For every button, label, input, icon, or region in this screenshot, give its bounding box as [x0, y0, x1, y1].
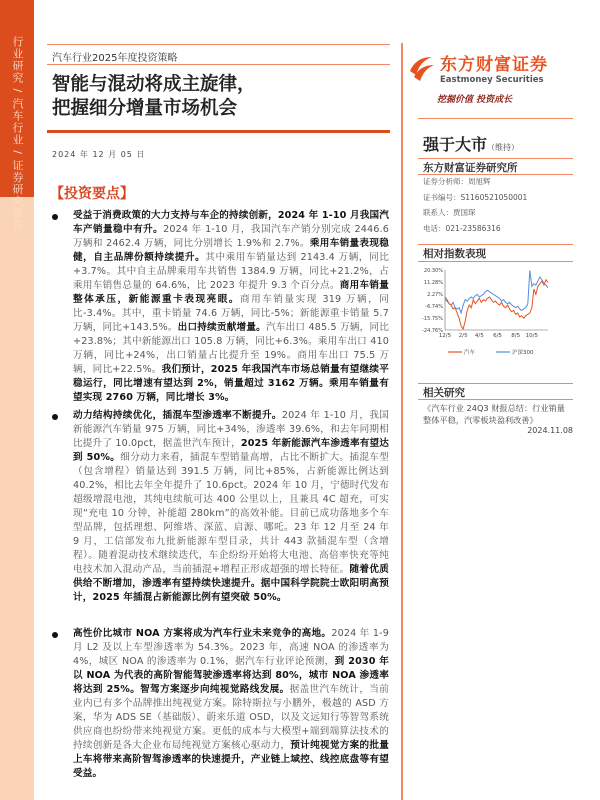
bullet-icon: [52, 632, 58, 638]
institute-heading: 东方财富证券研究所: [423, 162, 518, 174]
body-text: 2024 年 1-9 月 L2 及以上车型渗透率为 54.3%。2023 年，高速 NOA 的渗透率为 4%，城区 NOA 的渗透率为 0.1%，据汽车行业评论预测，: [73, 628, 390, 667]
x-tick-label: 12/5: [438, 333, 452, 339]
logo-icon: [406, 53, 436, 83]
related-research-heading: 相关研究: [423, 387, 465, 399]
x-tick-label: 8/5: [511, 333, 521, 339]
x-tick-label: 4/5: [474, 333, 484, 339]
divider: [418, 244, 573, 245]
y-tick-label: 20.30%: [423, 268, 443, 274]
y-tick-label: -15.75%: [422, 316, 443, 322]
legend-label: 沪深300: [512, 350, 534, 356]
y-tick-label: 2.27%: [427, 292, 443, 298]
y-tick-label: 11.28%: [423, 280, 443, 286]
y-tick-label: -24.76%: [422, 328, 443, 334]
contact: 联系人：贾国琛: [423, 208, 476, 217]
bold-text: 受益于消费政策的大力支持与车企的持续创新，2024 年 1-10 月我国汽车产销量稳中有升。: [73, 210, 389, 235]
bullet-paragraph-2: [73, 409, 389, 605]
legend-label: 汽车: [464, 350, 476, 356]
divider: [418, 118, 573, 119]
bullet-paragraph-3: [73, 627, 389, 781]
relative-index-chart: [418, 262, 578, 362]
divider: [47, 44, 390, 45]
phone: 电话：021-23586316: [423, 224, 501, 233]
sidebar-label: 行业研究 / 汽车行业 / 证券研究报告: [11, 36, 24, 232]
title-rule: [47, 130, 390, 133]
divider: [418, 383, 573, 384]
divider: [418, 399, 573, 400]
bold-text: 预计纯视觉方案的批量上车将带来高阶智驾渗透率的快速提升，产业链上域控、线控底盘等有望受益。: [73, 740, 389, 779]
y-tick-label: -6.74%: [425, 304, 443, 310]
bold-text: 高性价比城市 NOA 方案将成为汽车行业未来竞争的高地。: [73, 628, 332, 639]
body-text: 据盖世汽车统计，当前业内已有多个品牌推出纯视觉方案。除特斯拉与小鹏外，极越的 ASD 方案，华为 ADS SE（基础版）、蔚来乐道 OSD，以及文远知行等智驾系统供应商也纷纷带来纯视觉方案。更低的成本与大模型+端到端算法技术的持续创新是各大企业布局纯视觉方案核心驱动力，: [73, 684, 390, 751]
bold-text: 随着优质供给不断增加，渗透率有望持续快速提升。据中国科学院院士欧阳明高预计，2025 年插混占新能源比例有望突破 50%。: [73, 564, 389, 603]
x-tick-label: 2/5: [458, 333, 468, 339]
certificate: 证书编号：S1160521050001: [423, 193, 528, 202]
bullet-icon: [52, 414, 58, 420]
report-date: 2024 年 12 月 05 日: [52, 150, 146, 159]
divider: [47, 64, 390, 65]
bold-text: 乘用车销量表现稳健，自主品牌份额持续提升。: [73, 238, 389, 263]
logo-cn: 东方财富证券: [440, 55, 548, 75]
body-text: 商用车销量实现 319 万辆，同比-3.4%。其中，重卡销量 74.6 万辆，同比-5%；新能源重卡销量 5.7 万辆，同比+143.5%。: [73, 294, 390, 333]
bold-text: 出口持续贡献增量。: [177, 322, 266, 333]
bold-text: 到 2030 年以 NOA 为代表的高阶智能驾驶渗透率将达到 80%，城市 NOA 渗透率将达到 25%。智驾方案逐步向纯视觉路线发展。: [73, 656, 389, 695]
divider: [418, 158, 573, 159]
section-heading: 【投资要点】: [50, 186, 134, 202]
column-divider: [401, 43, 403, 800]
bold-text: 商用车销量整体承压，新能源重卡表现亮眼。: [73, 280, 389, 305]
series-line-auto: [445, 280, 548, 329]
body-text: 2024 年 1-10 月，我国新能源汽车销量 975 万辆，同比+34%，渗透率 39.6%，和去年同期相比提升了 10.0pct，据盖世汽车预计，: [73, 410, 389, 449]
bold-text: 我们预计，2025 年我国汽车市场总销量有望继续平稳运行，同比增速有望达到 2%，销量超过 3162 万辆。乘用车销量有望实现 2760 万辆，同比增长 3%。: [73, 364, 389, 403]
bold-text: 动力结构持续优化，插混车型渗透率不断提升。: [73, 410, 282, 421]
company-logo: [406, 50, 548, 85]
bullet-paragraph-1: [73, 209, 389, 405]
body-text: 细分动力来看，插混车型销量高增，占比不断扩大。插混车型（包含增程）销量达到 391.5 万辆，同比+85%，占新能源比例达到 40.2%，相比去年全年提升了 10.6pct。2024 年 10 月，宁德时代发布超级增混电池，其纯电续航可达 400 公里以上，且兼具 4C 超充，可实现“充电 10 分钟，补能超 280km”的高效补能。目前已成功落地多个车型品牌，包括理想、阿维塔、深蓝、启源、哪吒。23 年 12 月至 24 年 9 月，工信部发布九批新能源车型目录，共计 443 款插混车型（含增程）。随着混动技术继续迭代，车企纷纷开始将大电池、高倍率快充等纯电技术加入混动产品，当前插混+增程正形成超强的增长特征。: [73, 452, 389, 575]
body-text: 汽车出口 485.5 万辆，同比+23.8%；其中新能源出口 105.8 万辆，同比+6.3%。乘用车出口 410 万辆，同比+24%，出口销量占比提升至 19%。商用车出口 75.5 万辆，同比+22.5%。: [73, 322, 390, 375]
bullet-icon: [52, 214, 58, 220]
page-title: [52, 73, 256, 121]
x-tick-label: 10/5: [525, 333, 539, 339]
divider: [418, 174, 573, 175]
title-line-1: 智能与混动将成主旋律，: [52, 74, 256, 95]
related-research-date: 2024.11.08: [527, 426, 573, 435]
chart-heading: 相对指数表现: [423, 248, 486, 260]
sidebar-band-light: [0, 197, 34, 800]
report-subtitle: 汽车行业2025年度投资策略: [52, 53, 178, 64]
analyst: 证券分析师：周旭辉: [423, 177, 491, 186]
title-line-2: 把握细分增量市场机会: [52, 98, 238, 119]
x-tick-label: 6/5: [493, 333, 502, 339]
body-text: 其中乘用车销量达到 2143.4 万辆，同比+3.7%。其中自主品牌乘用车共销售 1384.9 万辆，同比+21.2%，占乘用车销售总量的 64.6%，比 2023 年提升 9.3 个百分点。: [73, 252, 389, 291]
rating-note: （维持）: [487, 143, 520, 152]
series-line-hs300: [445, 270, 548, 313]
body-text: 2024 年 1-10 月，我国汽车产销分别完成 2446.6 万辆和 2462.4 万辆，同比分别增长 1.9%和 2.7%。: [73, 224, 389, 249]
related-research-link[interactable]: 《汽车行业 24Q3 财报总结：行业销量整体平稳，汽零板块盈利改善》: [423, 403, 565, 425]
rating-value: 强于大市: [423, 135, 488, 154]
slogan: 挖掘价值 投资成长: [437, 95, 513, 105]
logo-en: Eastmoney Securities: [440, 75, 544, 85]
rating: [423, 132, 519, 155]
bold-text: 2025 年新能源汽车渗透率有望达到 50%。: [73, 438, 390, 463]
